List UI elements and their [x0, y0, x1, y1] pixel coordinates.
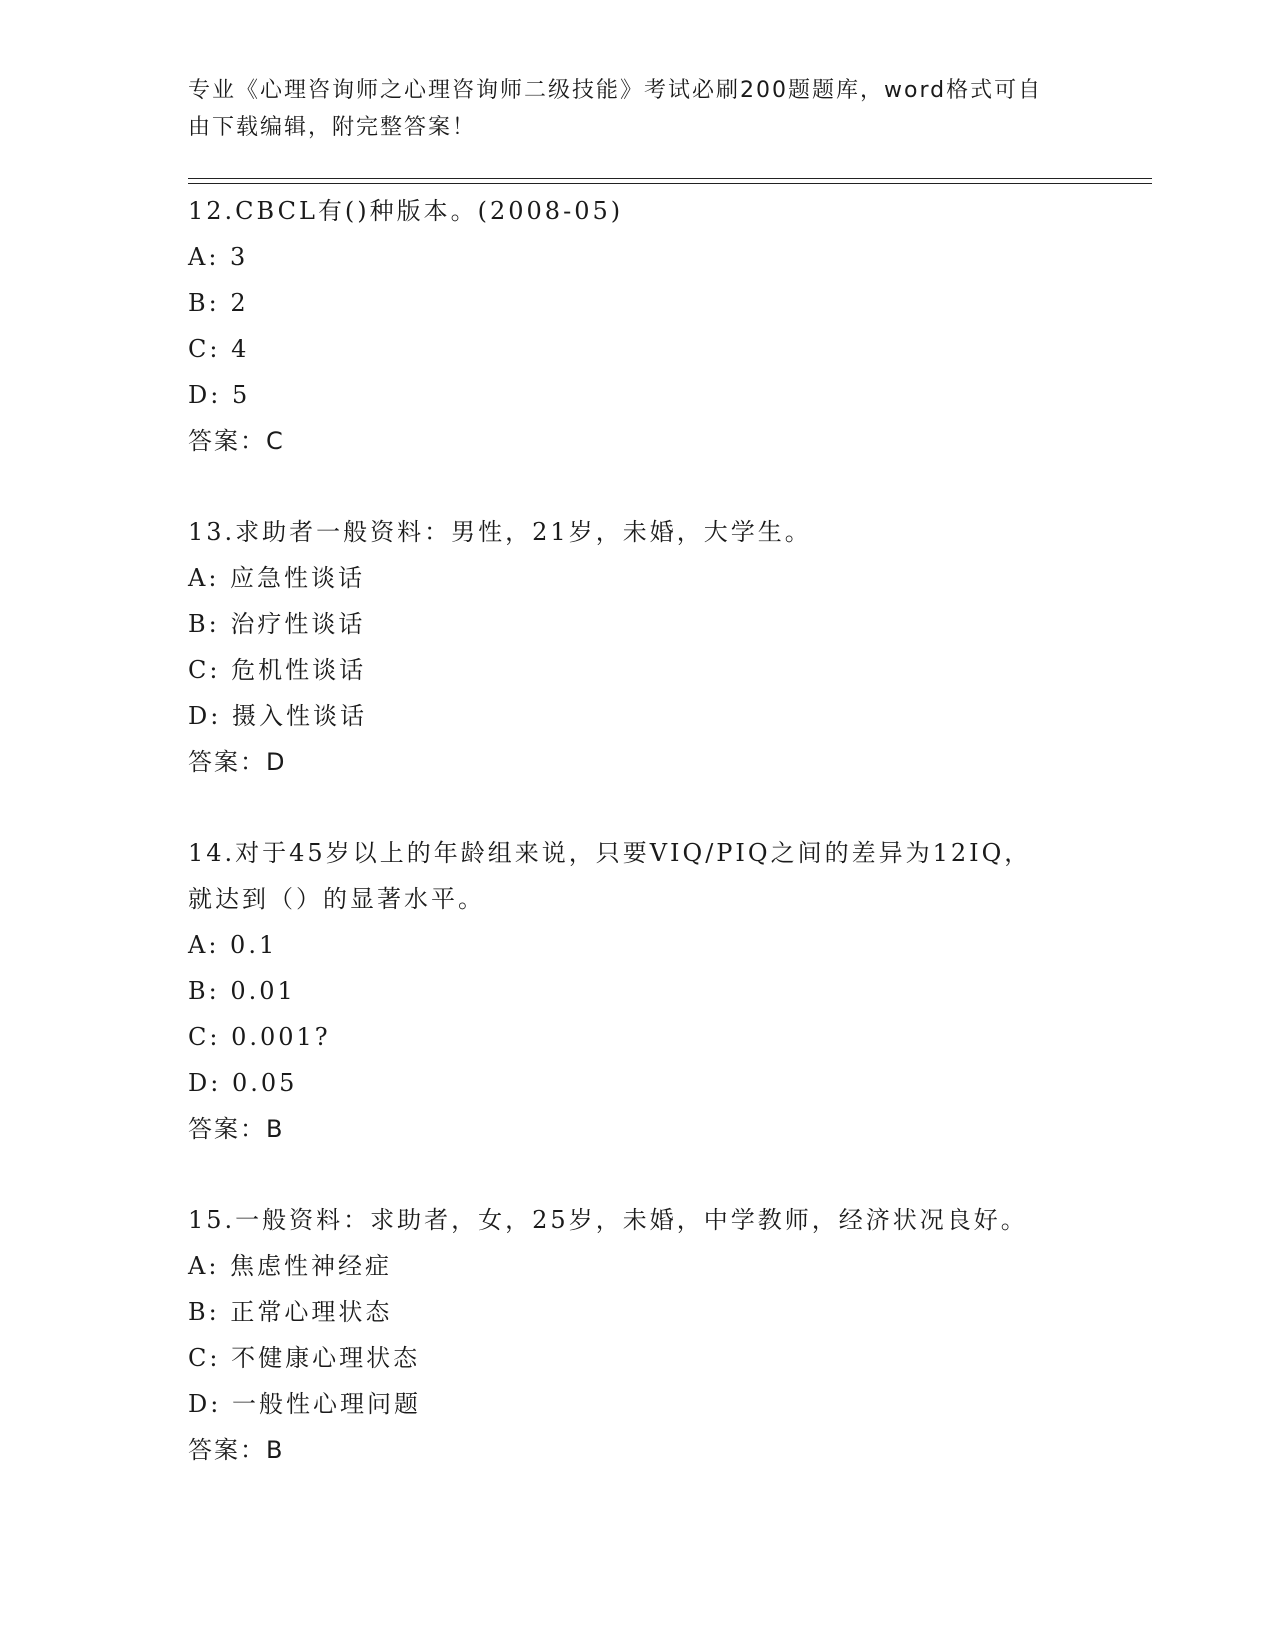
question-stem: 13.求助者一般资料：男性，21岁，未婚，大学生。	[188, 518, 812, 546]
option-a: A: 0.1	[188, 931, 278, 959]
answer: 答案：B	[188, 1436, 285, 1464]
document-header	[188, 72, 1068, 146]
option-c: C: 0.001?	[188, 1023, 331, 1051]
option-c: C: 不健康心理状态	[188, 1344, 421, 1372]
option-d: D: 一般性心理问题	[188, 1390, 421, 1418]
question-13	[188, 509, 1088, 785]
option-b: B: 0.01	[188, 977, 296, 1005]
option-a: A: 3	[188, 243, 249, 271]
header-divider-top	[188, 178, 1152, 179]
question-14	[188, 830, 1088, 1152]
option-d: D: 摄入性谈话	[188, 702, 367, 730]
header-divider-bottom	[188, 183, 1152, 184]
option-a: A: 应急性谈话	[188, 564, 366, 592]
option-d: D: 0.05	[188, 1069, 298, 1097]
header-line-2: 由下载编辑，附完整答案！	[188, 115, 477, 140]
question-stem: 15.一般资料：求助者，女，25岁，未婚，中学教师，经济状况良好。	[188, 1206, 1028, 1234]
option-b: B: 正常心理状态	[188, 1298, 393, 1326]
question-stem-continued: 就达到（）的显著水平。	[188, 885, 485, 913]
answer: 答案：C	[188, 427, 285, 455]
option-c: C: 4	[188, 335, 250, 363]
answer: 答案：B	[188, 1115, 285, 1143]
question-stem: 14.对于45岁以上的年龄组来说，只要VIQ/PIQ之间的差异为12IQ，	[188, 839, 1032, 867]
option-a: A: 焦虑性神经症	[188, 1252, 393, 1280]
question-list	[188, 188, 1088, 1518]
question-12	[188, 188, 1088, 464]
option-b: B: 2	[188, 289, 249, 317]
option-b: B: 治疗性谈话	[188, 610, 366, 638]
question-stem: 12.CBCL有()种版本。(2008-05)	[188, 197, 624, 225]
question-15	[188, 1197, 1088, 1473]
answer: 答案：D	[188, 748, 287, 776]
option-c: C: 危机性谈话	[188, 656, 367, 684]
header-line-1: 专业《心理咨询师之心理咨询师二级技能》考试必刷200题题库，word格式可自	[188, 78, 1043, 103]
option-d: D: 5	[188, 381, 251, 409]
